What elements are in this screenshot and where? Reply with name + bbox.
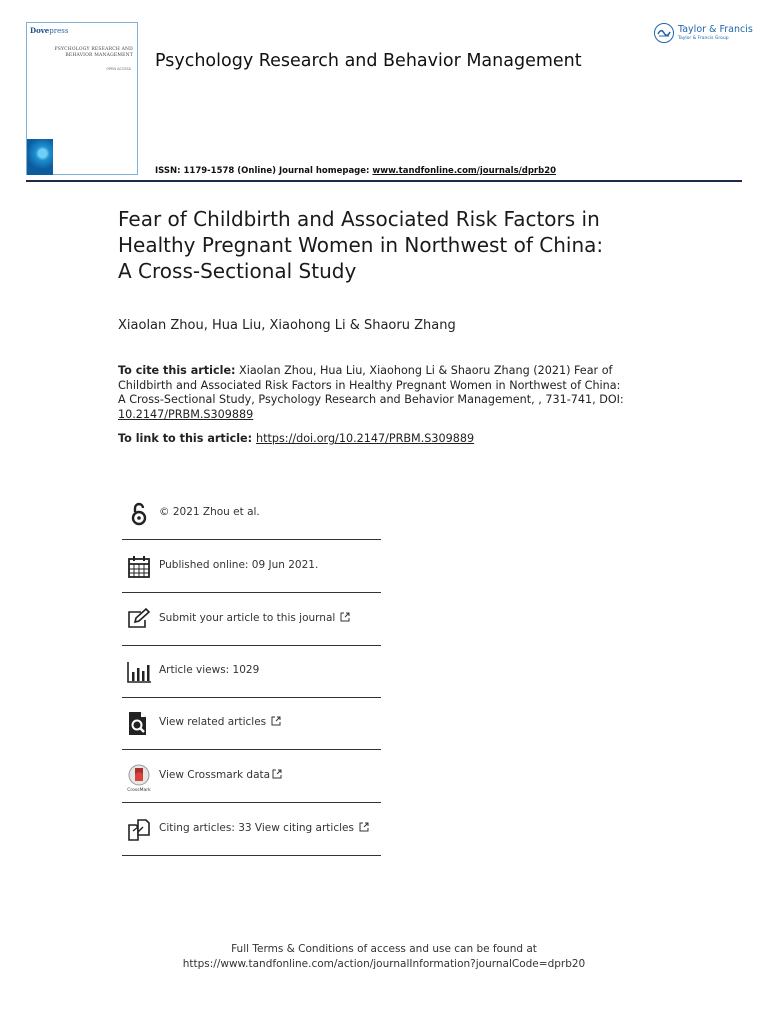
publisher-logo-icon	[654, 23, 674, 43]
article-authors: Xiaolan Zhou, Hua Liu, Xiaohong Li & Shaoru Zhang	[118, 318, 456, 333]
related-search-icon	[126, 711, 152, 737]
copyright-text: © 2021 Zhou et al.	[159, 506, 260, 518]
external-link-icon	[271, 716, 281, 729]
issn-text: ISSN: 1179-1578 (Online) Journal homepage:	[155, 166, 373, 176]
footer-terms-text: Full Terms & Conditions of access and use can be found at	[231, 943, 537, 955]
related-articles-link[interactable]: View related articles	[159, 716, 281, 729]
cite-text: Xiaolan Zhou, Hua Liu, Xiaohong Li & Shaoru Zhang (2021) Fear of Childbirth and Associated Risk Factors in Healthy Pregnant Women in Northwest of China: A Cross-Sectional Study, Psychology Research and Behavior Management, , 731-741, DOI:	[118, 364, 624, 407]
info-row-crossmark[interactable]	[122, 750, 381, 803]
crossmark-icon	[126, 764, 152, 790]
external-link-icon	[359, 822, 369, 835]
article-doi-link[interactable]: https://doi.org/10.2147/PRBM.S309889	[256, 432, 475, 445]
submit-article-link[interactable]: Submit your article to this journal	[159, 612, 350, 625]
article-title-line: Fear of Childbirth and Associated Risk Factors in	[118, 207, 600, 231]
journal-homepage-link[interactable]: www.tandfonline.com/journals/dprb20	[372, 166, 557, 176]
article-title-line: A Cross-Sectional Study	[118, 259, 357, 283]
citation-block	[118, 364, 628, 422]
issn-line	[155, 166, 556, 176]
footer	[0, 942, 768, 972]
footer-terms-link[interactable]: https://www.tandfonline.com/action/journalInformation?journalCode=dprb20	[182, 958, 586, 970]
external-link-icon	[272, 769, 282, 782]
cover-journal-title: PSYCHOLOGY RESEARCH AND BEHAVIOR MANAGEMENT	[54, 47, 133, 58]
crossmark-badge-label: CrossMark	[127, 788, 151, 792]
bar-chart-icon	[126, 659, 152, 685]
info-row-views	[122, 645, 381, 698]
info-row-copyright	[122, 487, 381, 540]
open-access-icon	[126, 501, 152, 527]
article-title	[118, 206, 678, 284]
cite-doi-link[interactable]: 10.2147/PRBM.S309889	[118, 407, 254, 421]
calendar-icon	[126, 554, 152, 580]
crossmark-link[interactable]: View Crossmark data	[159, 769, 282, 782]
cover-brand: Dovepress	[30, 26, 69, 35]
published-text: Published online: 09 Jun 2021.	[159, 559, 319, 571]
article-link-block	[118, 432, 474, 445]
header-divider	[26, 180, 742, 182]
link-label: To link to this article:	[118, 432, 256, 445]
info-row-citing[interactable]	[122, 803, 381, 856]
publisher-logo[interactable]	[654, 22, 753, 48]
info-row-published	[122, 540, 381, 593]
external-link-icon	[340, 612, 350, 625]
citing-icon	[126, 817, 152, 843]
cover-open-access: OPEN ACCESS	[106, 67, 131, 71]
journal-cover	[26, 22, 138, 175]
cite-label: To cite this article:	[118, 364, 236, 377]
info-row-submit[interactable]	[122, 593, 381, 646]
publisher-subname: Taylor & Francis Group	[678, 36, 729, 41]
publisher-name: Taylor & Francis	[678, 24, 753, 35]
citing-articles-link[interactable]: Citing articles: 33 View citing articles	[159, 822, 369, 835]
cover-art	[27, 139, 53, 175]
edit-icon	[126, 607, 152, 633]
journal-title[interactable]: Psychology Research and Behavior Management	[155, 51, 582, 71]
article-views-text: Article views: 1029	[159, 664, 260, 676]
info-row-related[interactable]	[122, 697, 381, 750]
article-title-line: Healthy Pregnant Women in Northwest of China:	[118, 233, 604, 257]
